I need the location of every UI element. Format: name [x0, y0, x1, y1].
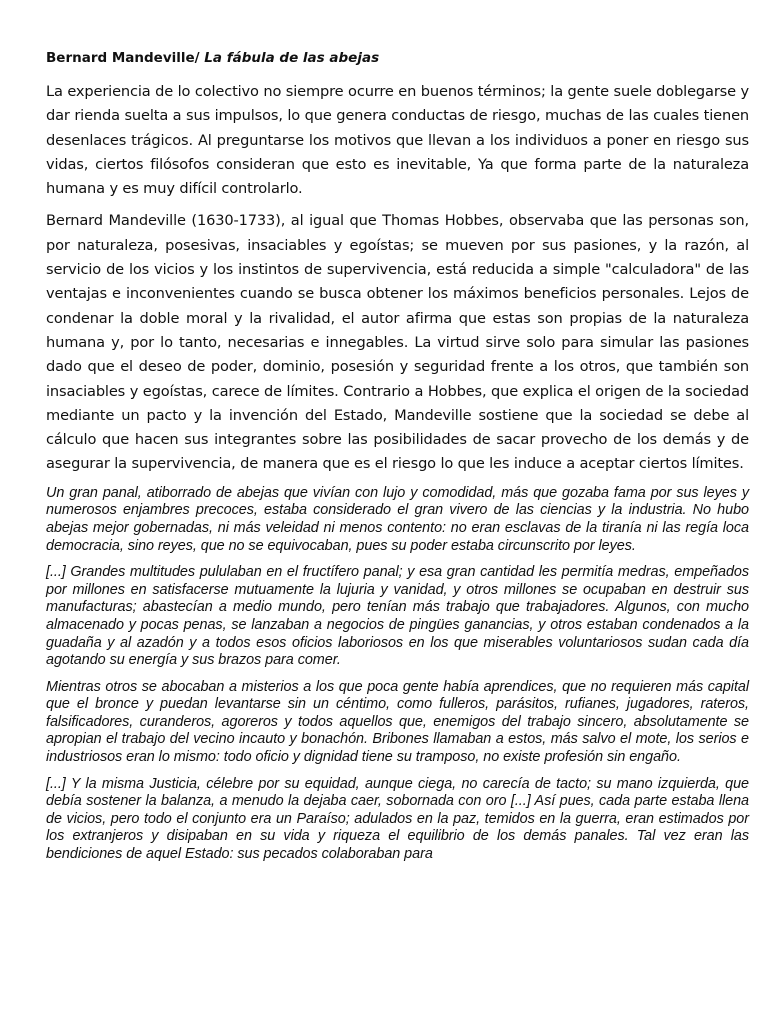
mandeville-paragraph: Bernard Mandeville (1630-1733), al igual que Thomas Hobbes, observaba que las personas son, por naturaleza, posesivas, insaciables y egoístas; se mueven por sus pasiones, y la razón, al servicio de los vicios y los instintos de supervivencia, está reducida a simple "calculadora" de las ventajas e inconvenientes cuando se busca obtener los máximos beneficios personales. Lejos de condenar la doble moral y la rivalidad, el autor afirma que estas son propias de la naturaleza humana y, por lo tanto, necesarias e innegables. La virtud sirve solo para simular las pasiones dado que el deseo de poder, dominio, posesión y seguridad frente a los otros, que también son insaciables y egoístas, carece de límites. Contrario a Hobbes, que explica el origen de la sociedad mediante un pacto y la invención del Estado, Mandeville sostiene que la sociedad se debe al cálculo que hacen sus integrantes sobre las posibilidades de sacar provecho de los demás y de asegurar la supervivencia, de manera que es el riesgo lo que les induce a aceptar ciertos límites.	[46, 212, 749, 473]
quote-paragraph: Mientras otros se abocaban a misterios a los que poca gente había aprendices, que no requieren más capital que el bronce y puedan levantarse sin un céntimo, como fulleros, parásitos, rufianes, jugadores, rateros, falsificadores, curanderos, agoreros y todos aquellos que, enemigos del trabajo sincero, absolutamente se apropian el trabajo del vecino incauto y bonachón. Bribones llamaban a estos, más salvo el mote, los serios e industriosos eran lo mismo: todo oficio y dignidad tiene su tramposo, no existe profesión sin engaño.	[46, 678, 749, 766]
quote-paragraph: Un gran panal, atiborrado de abejas que vivían con lujo y comodidad, más que gozaba fama por sus leyes y numerosos enjambres precoces, estaba considerado el gran vivero de las ciencias y la industria. No hubo abejas mejor gobernadas, ni más veleidad ni menos contento: no eran esclavas de la tiranía ni las regía loca democracia, sino reyes, que no se equivocaban, pues su poder estaba circunscrito por leyes.	[46, 484, 749, 554]
document-title	[46, 48, 749, 68]
quote-paragraph: [...] Y la misma Justicia, célebre por su equidad, aunque ciega, no carecía de tacto; su mano izquierda, que debía sostener la balanza, a menudo la dejaba caer, sobornada con oro [...] Así pues, cada parte estaba llena de vicios, pero todo el conjunto era un Paraíso; adulados en la paz, temidos en la guerra, eran estimados por los extranjeros y disipaban en su vida y riqueza el equilibrio de los demás panales. Tal vez eran las bendiciones de aquel Estado: sus pecados colaboraban para	[46, 775, 749, 863]
author-name: Bernard Mandeville/	[46, 50, 200, 66]
intro-paragraph: La experiencia de lo colectivo no siempre ocurre en buenos términos; la gente suele doblegarse y dar rienda suelta a sus impulsos, lo que genera conductas de riesgo, muchas de las cuales tienen desenlaces trágicos. Al preguntarse los motivos que llevan a los individuos a poner en riesgo sus vidas, ciertos filósofos consideran que esto es inevitable, Ya que forma parte de la naturaleza humana y es muy difícil controlarlo.	[46, 83, 749, 198]
quote-paragraph: [...] Grandes multitudes pululaban en el fructífero panal; y esa gran cantidad les permitía medras, empeñados por millones en satisfacerse mutuamente la lujuria y vanidad, y otros millones se ocupaban en destruir sus manufacturas; abastecían a medio mundo, pero tenían más trabajo que trabajadores. Algunos, con mucho almacenado y pocas penas, se lanzaban a negocios de pingües ganancias, y otros estaban condenados a la guadaña y al azadón y a todos esos oficios laboriosos en los que miserables voluntariosos sudan cada día agotando su energía y sus brazos para comer.	[46, 564, 749, 669]
work-title: La fábula de las abejas	[204, 50, 380, 66]
document-page	[46, 48, 749, 873]
